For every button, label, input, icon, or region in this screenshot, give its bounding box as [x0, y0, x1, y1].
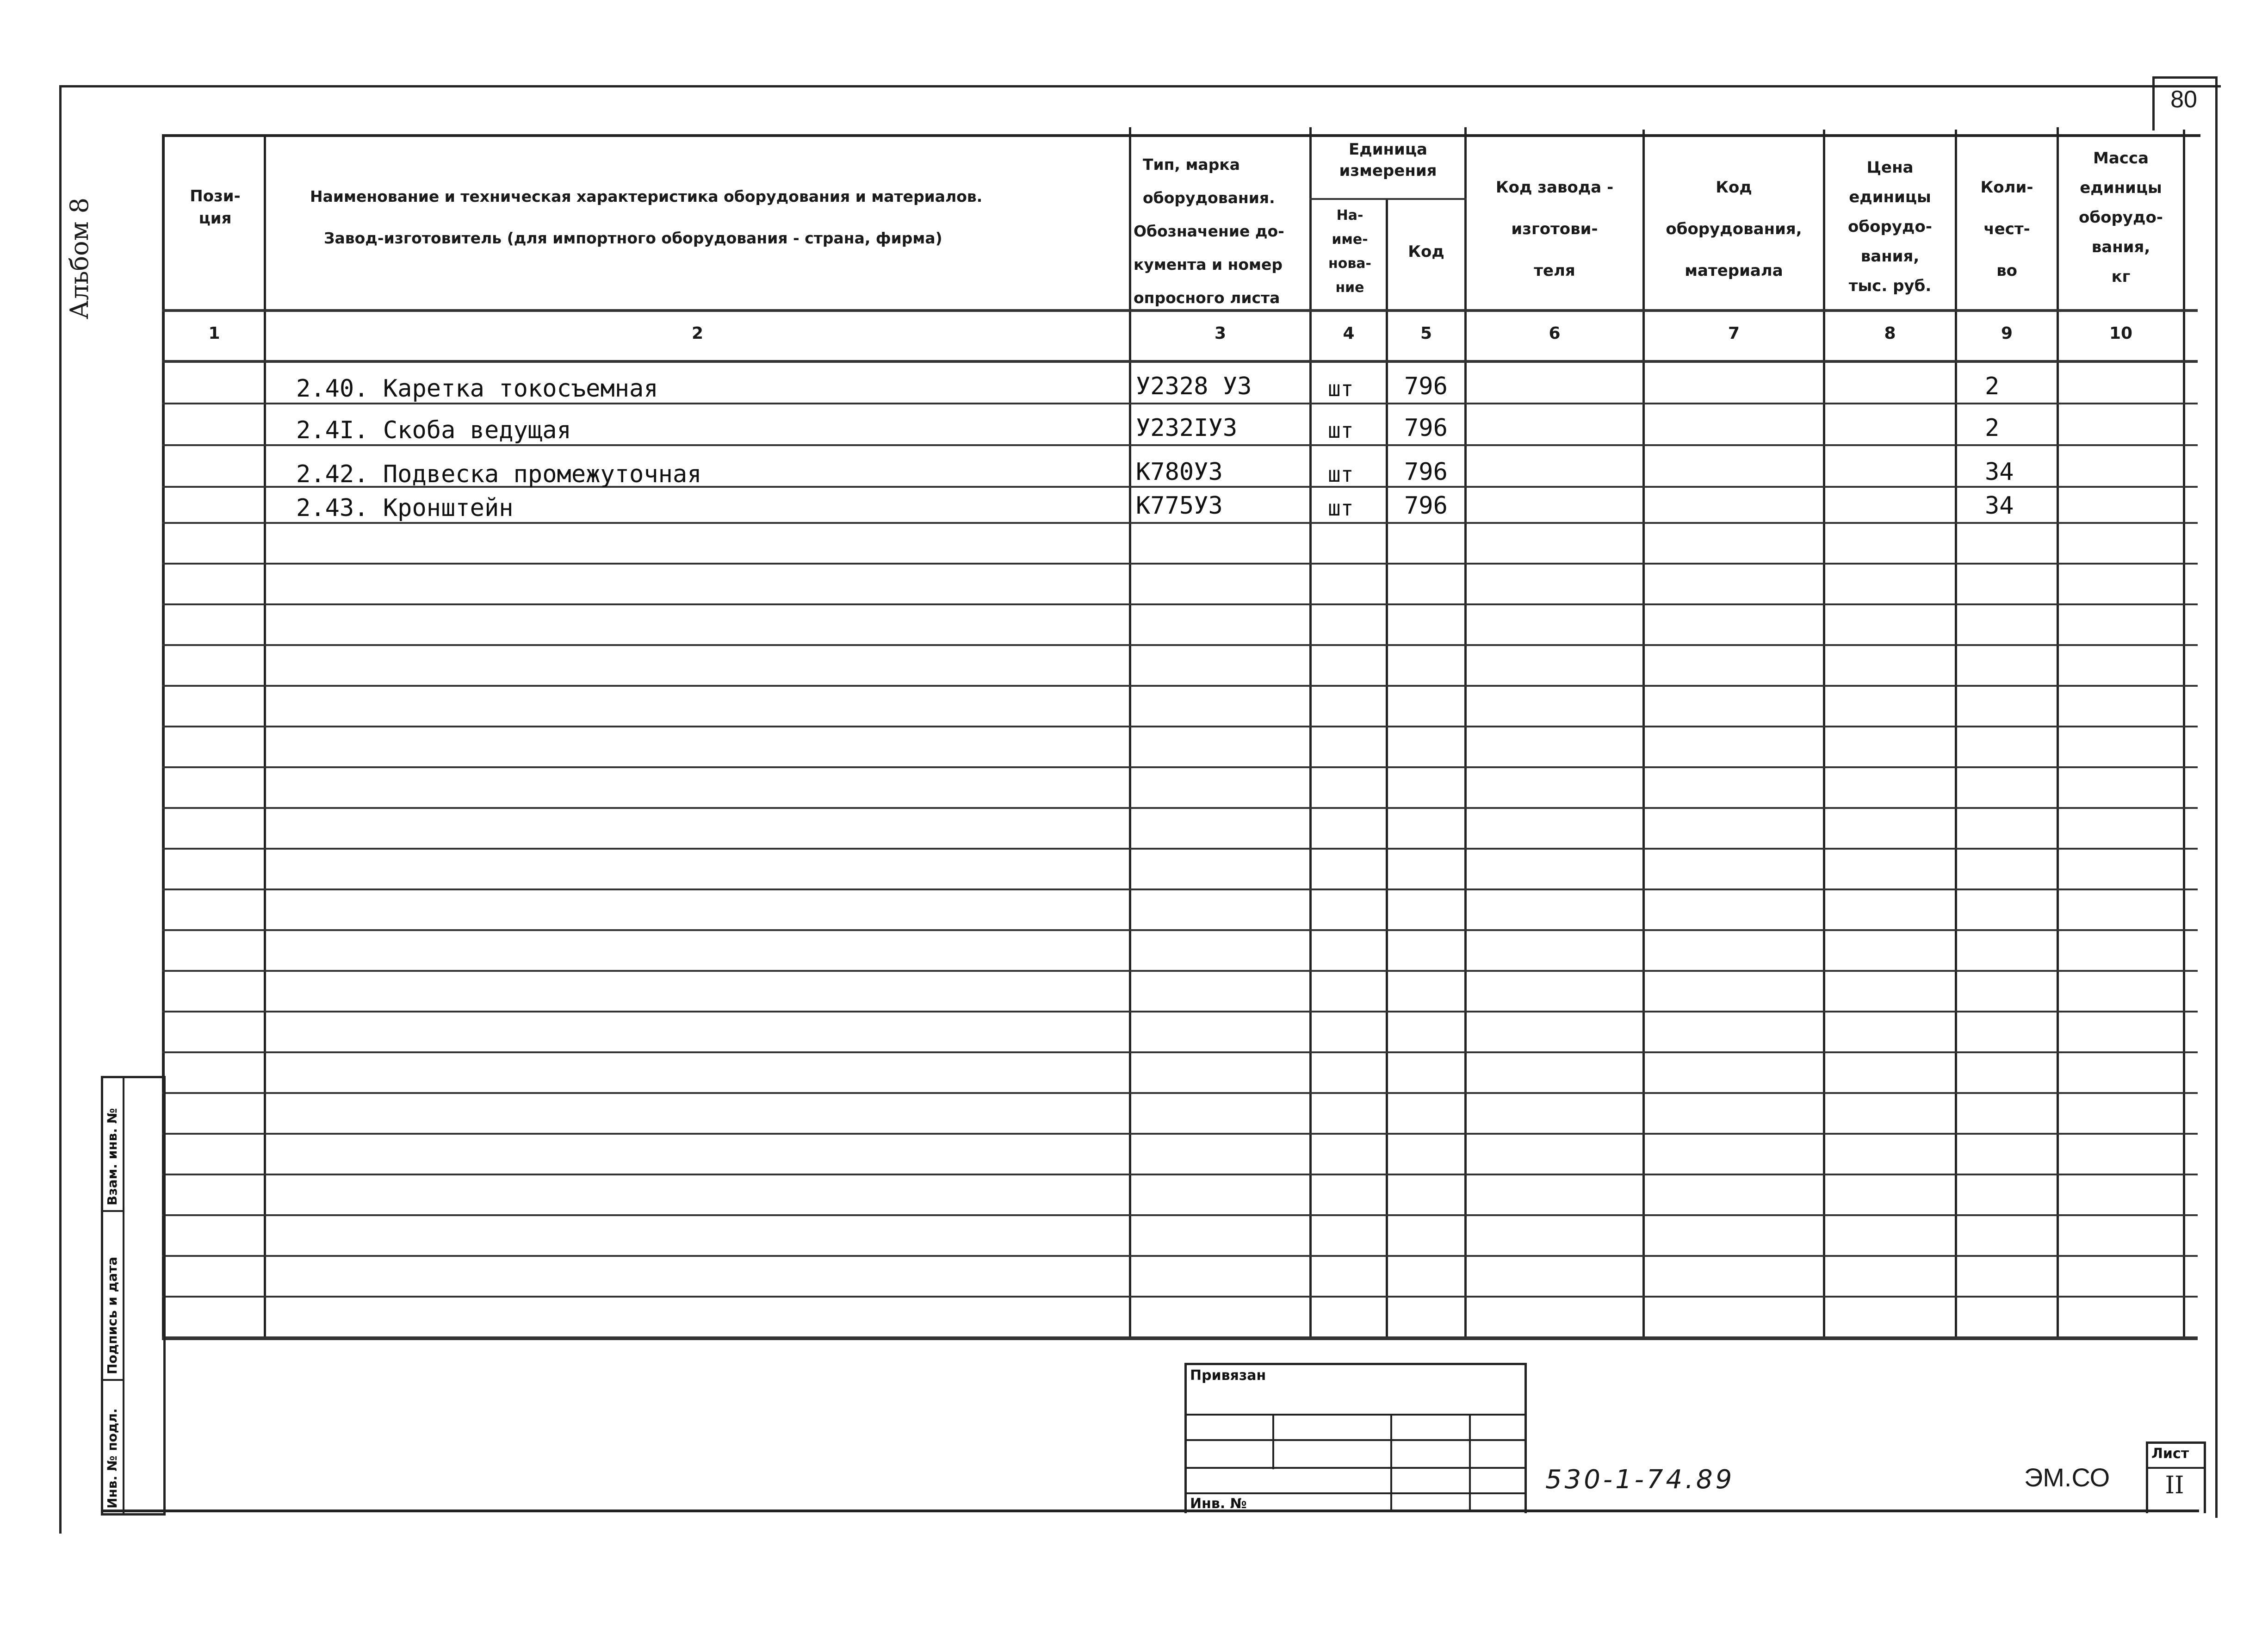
header-col9-line1: Коли-: [1980, 178, 2033, 197]
number-row-bottom-line: [162, 360, 2198, 363]
page-number: 80: [2170, 86, 2197, 113]
header-col2-line2: Завод-изготовитель (для импортного оборудования - страна, фирма): [324, 229, 942, 247]
row-line: [162, 1092, 2198, 1094]
header-col4-line4: ние: [1335, 280, 1364, 296]
bound-table: [1184, 1363, 1527, 1513]
row4-code: 796: [1404, 492, 1448, 520]
row-line: [162, 807, 2198, 809]
header-col10-line2: единицы: [2080, 179, 2162, 197]
sheet-label: Лист: [2151, 1446, 2189, 1462]
colnum-2: 2: [691, 324, 704, 343]
row-line: [162, 726, 2198, 727]
bound-label: Привязан: [1190, 1367, 1266, 1384]
header-col10-line4: вания,: [2091, 238, 2150, 256]
row-line: [162, 970, 2198, 972]
header-unit-group-line2: измерения: [1339, 162, 1437, 180]
outer-frame-right: [2215, 76, 2218, 1518]
header-col9: [1957, 167, 2057, 292]
colnum-6: 6: [1549, 324, 1561, 343]
row-line: [162, 766, 2198, 768]
colnum-8: 8: [1884, 324, 1896, 343]
row-line: [162, 1051, 2198, 1053]
row3-qty: 34: [1985, 458, 2014, 486]
row-line: [162, 444, 2198, 446]
col-line-1: [264, 134, 266, 1340]
colnum-10: 10: [2109, 324, 2133, 343]
colnum-9: 9: [2001, 324, 2013, 343]
header-col6-line2: изготови-: [1511, 220, 1598, 238]
row-line: [162, 929, 2198, 931]
header-col10-line5: кг: [2111, 267, 2131, 286]
row2-code: 796: [1404, 414, 1448, 442]
header-col8-line4: вания,: [1860, 247, 1920, 266]
header-col5: Код: [1408, 242, 1444, 261]
header-col8-line1: Цена: [1866, 158, 1914, 177]
header-col1-line1: Пози-: [190, 187, 241, 205]
side-stamp-line2: [101, 1379, 124, 1381]
row1-name: 2.40. Каретка токосъемная: [296, 375, 658, 403]
row4-name: 2.43. Кронштейн: [296, 494, 514, 522]
header-col7-line3: материала: [1685, 261, 1783, 280]
row-line: [162, 403, 2198, 404]
row3-unit: шт: [1328, 462, 1354, 487]
row-line: [162, 563, 2198, 565]
row-line: [162, 1133, 2198, 1135]
outer-frame-left: [59, 85, 62, 1534]
row4-unit: шт: [1328, 496, 1354, 521]
row-line: [162, 1214, 2198, 1216]
side-stamp-inv-orig: Инв. № подл.: [105, 1408, 120, 1509]
header-col7-line1: Код: [1716, 178, 1752, 197]
header-unit-divider: [1309, 198, 1467, 200]
bound-vline-1: [1272, 1414, 1274, 1469]
header-col7-line2: оборудования,: [1666, 220, 1802, 238]
col-line-4: [1386, 199, 1388, 1340]
side-stamp-divider: [123, 1076, 124, 1513]
bound-vline-3: [1469, 1414, 1471, 1511]
header-col3-line1: Тип, марка: [1143, 155, 1240, 174]
header-col6-line1: Код завода -: [1495, 178, 1614, 197]
row3-type: К780УЗ: [1136, 458, 1223, 486]
header-col6-line3: теля: [1534, 261, 1575, 280]
header-col3-line4: кумента и номер: [1134, 255, 1283, 273]
colnum-1: 1: [208, 324, 220, 343]
header-col10-line1: Масса: [2093, 149, 2149, 168]
inv-label: Инв. №: [1190, 1496, 1247, 1512]
colnum-3: 3: [1214, 324, 1227, 343]
row2-qty: 2: [1985, 414, 2000, 442]
doc-code: 530-1-74.89: [1545, 1465, 1735, 1495]
side-stamp-replace-inv: Взам. инв. №: [105, 1108, 120, 1205]
header-unit-group-line1: Единица: [1349, 140, 1427, 159]
row-line: [162, 522, 2198, 524]
bound-vline-2: [1390, 1414, 1392, 1511]
row1-type: У2328 УЗ: [1136, 373, 1252, 400]
row-line: [162, 1174, 2198, 1175]
header-col3-line5: опросного листа: [1134, 289, 1280, 307]
header-col3: [1134, 148, 1309, 315]
row2-name: 2.4I. Скоба ведущая: [296, 416, 571, 444]
header-col4-line1: На-: [1336, 207, 1363, 224]
header-col9-line2: чест-: [1983, 220, 2030, 238]
sheet-number: II: [2165, 1472, 2184, 1499]
side-stamp-line1: [101, 1210, 124, 1212]
header-col8-line5: тыс. руб.: [1848, 277, 1932, 295]
row3-name: 2.42. Подвеска промежуточная: [296, 460, 702, 488]
row-line: [162, 1296, 2198, 1298]
header-col2-line1: Наименование и техническая характеристика оборудования и материалов.: [310, 187, 983, 205]
bound-line-1: [1184, 1414, 1524, 1416]
colnum-4: 4: [1343, 324, 1355, 343]
row2-type: У232IУЗ: [1136, 414, 1238, 442]
header-col3-line2: оборудования.: [1143, 189, 1275, 207]
header-col8-line3: оборудо-: [1848, 217, 1932, 236]
header-col1-line2: ция: [198, 209, 232, 228]
header-col10-line3: оборудо-: [2079, 208, 2163, 227]
header-unit-group: [1312, 139, 1464, 181]
header-col2: [278, 176, 1124, 259]
row2-unit: шт: [1328, 418, 1354, 443]
header-col8: [1825, 153, 1955, 301]
sheet-box-divider: [2146, 1467, 2204, 1469]
bound-line-4: [1184, 1492, 1524, 1494]
row-line: [162, 603, 2198, 605]
row-line: [162, 888, 2198, 890]
side-stamp-sign-date: Подпись и дата: [105, 1256, 120, 1374]
header-col7: [1645, 167, 1823, 292]
doc-mark: ЭМ.СО: [2024, 1463, 2110, 1492]
row3-code: 796: [1404, 458, 1448, 486]
header-col4: [1314, 204, 1386, 300]
colnum-7: 7: [1728, 324, 1740, 343]
colnum-5: 5: [1420, 324, 1432, 343]
row-line: [162, 644, 2198, 646]
row-line: [162, 685, 2198, 687]
bound-line-3: [1184, 1467, 1524, 1469]
row-line: [162, 1337, 2198, 1340]
row1-code: 796: [1404, 373, 1448, 400]
row-line: [162, 1011, 2198, 1013]
row-line: [162, 1255, 2198, 1257]
outer-frame-top: [60, 85, 2221, 87]
row1-unit: шт: [1328, 376, 1354, 401]
header-col9-line3: во: [1996, 261, 2017, 280]
album-label: Альбом 8: [65, 197, 94, 319]
row1-qty: 2: [1985, 373, 2000, 400]
row4-qty: 34: [1985, 492, 2014, 520]
row4-type: К775УЗ: [1136, 492, 1223, 520]
header-col3-line3: Обозначение до-: [1134, 222, 1284, 240]
spec-table: [162, 134, 2200, 1340]
row-line: [162, 848, 2198, 850]
header-col8-line2: единицы: [1849, 188, 1931, 206]
header-col4-line2: име-: [1332, 231, 1368, 248]
header-col6: [1467, 167, 1642, 292]
header-col10: [2059, 143, 2183, 292]
bound-line-2: [1184, 1439, 1524, 1441]
header-col1: [167, 185, 264, 230]
header-col4-line3: нова-: [1328, 255, 1372, 272]
title-block-bottom-line: [101, 1510, 2199, 1512]
